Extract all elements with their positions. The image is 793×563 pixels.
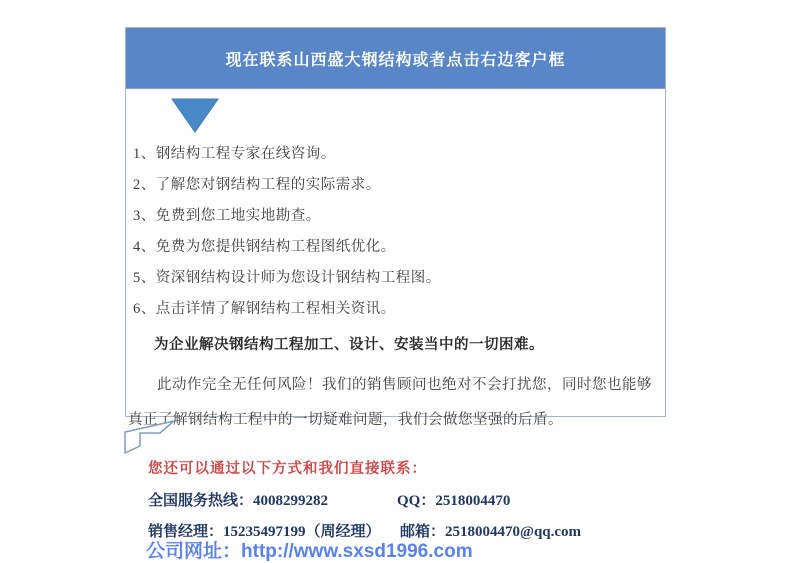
hotline-pair (148, 489, 397, 510)
folded-flag-icon (123, 419, 177, 456)
website-label: 公司网址： (146, 541, 242, 562)
step-item-2: 2、了解您对钢结构工程的实际需求。 (133, 177, 381, 193)
hotline-label: 全国服务热线： (148, 493, 254, 509)
step-item-1: 1、钢结构工程专家在线咨询。 (133, 146, 336, 162)
qq-pair (397, 493, 510, 509)
banner-header (126, 28, 665, 89)
consult-panel (125, 27, 666, 428)
step-item-3: 3、免费到您工地实地勘查。 (133, 208, 321, 224)
hotline-number: 4008299282 (253, 493, 329, 509)
steps-list (133, 147, 659, 317)
hotline-row (148, 489, 510, 510)
website-link[interactable] (146, 536, 473, 563)
qq-number: 2518004470 (435, 493, 511, 509)
manager-label: 销售经理： (148, 524, 224, 540)
panel-content (126, 89, 665, 438)
step-item-6: 6、点击详情了解钢结构工程相关资讯。 (133, 301, 396, 317)
highlight-line: 为企业解决钢结构工程加工、设计、安装当中的一切困难。 (154, 337, 544, 353)
email-address: 2518004470@qq.com (445, 524, 582, 540)
step-item-5: 5、资深钢结构设计师为您设计钢结构工程图。 (133, 270, 441, 286)
reassurance-paragraph: 此动作完全无任何风险！我们的销售顾问也绝对不会打扰您，同时您也能够真正了解钢结构工程中的一切疑难问题，我们会做您坚强的后盾。 (128, 377, 652, 428)
email-label: 邮箱： (400, 524, 446, 540)
step-item-4: 4、免费为您提供钢结构工程图纸优化。 (133, 239, 396, 255)
qq-label: QQ： (397, 493, 436, 509)
banner-title: 现在联系山西盛大钢结构或者点击右边客户框 (225, 51, 566, 69)
manager-number: 15235497199（周经理） (223, 524, 381, 540)
down-triangle-icon (171, 98, 219, 133)
website-url[interactable]: http://www.sxsd1996.com (241, 541, 473, 562)
contact-intro: 您还可以通过以下方式和我们直接联系： (148, 461, 427, 477)
